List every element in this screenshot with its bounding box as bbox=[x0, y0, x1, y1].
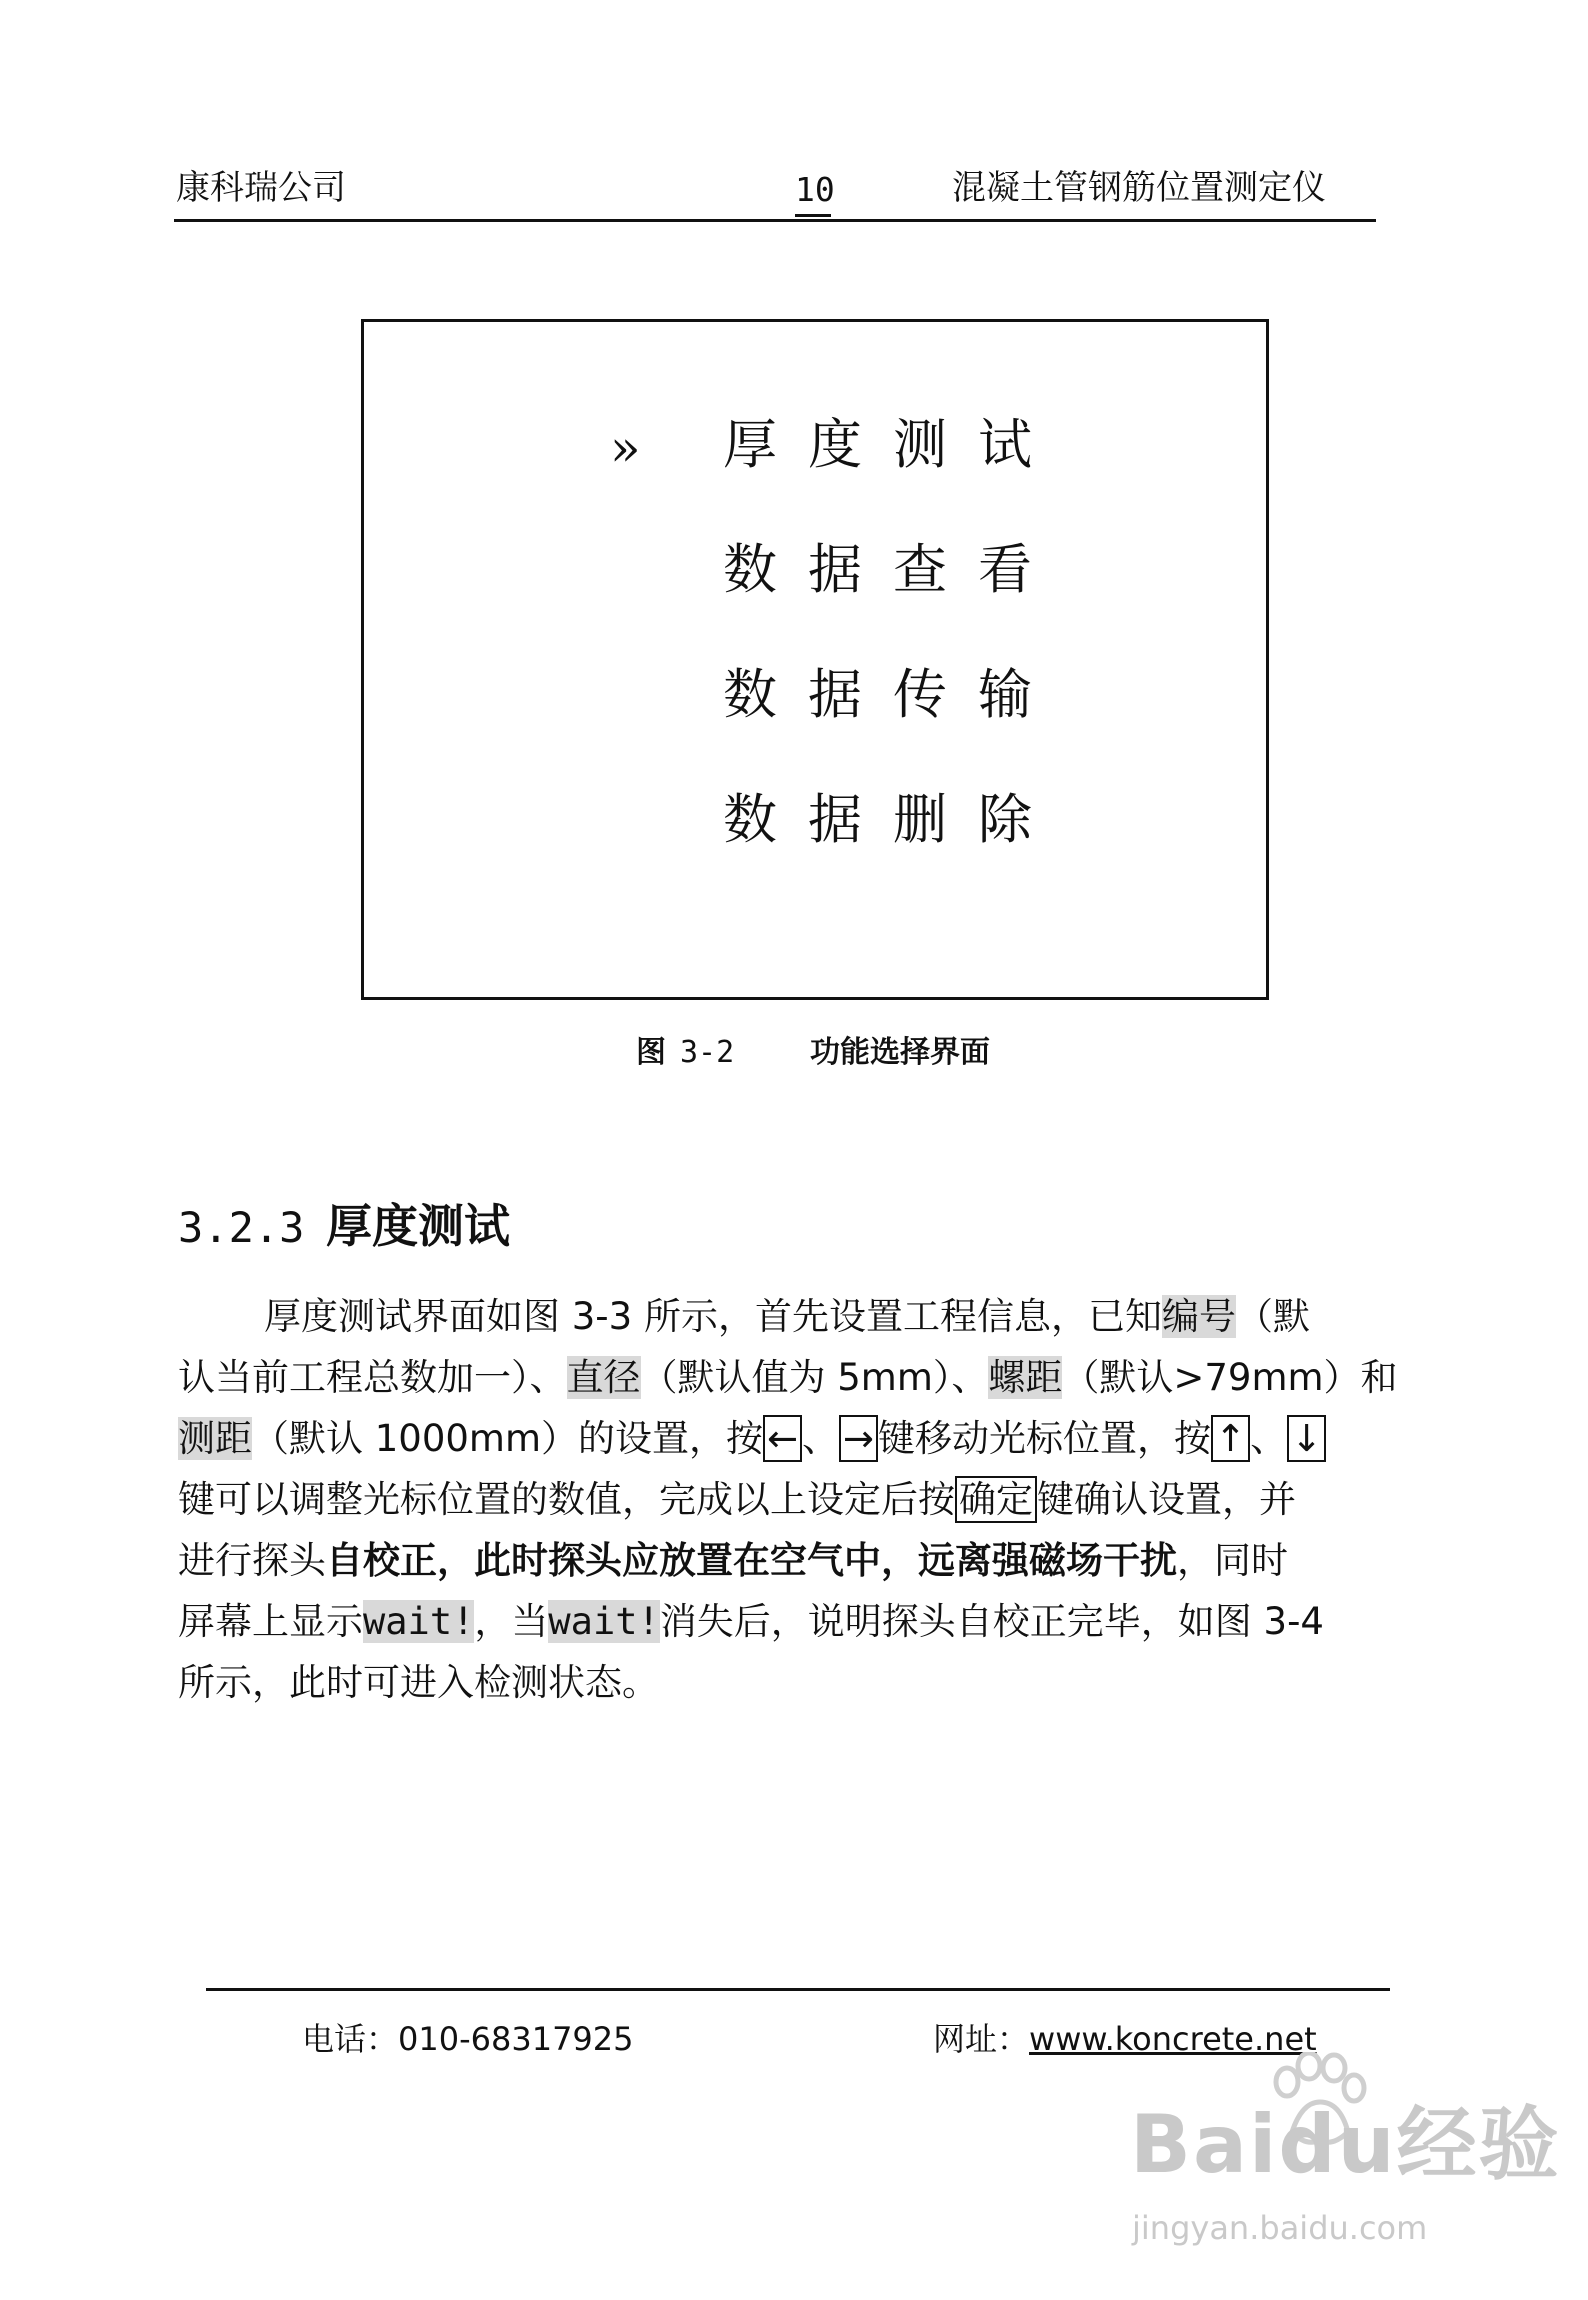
watermark-logo: Baidu经验 bbox=[1130, 2098, 1561, 2191]
highlight-pitch-field: 螺距 bbox=[988, 1356, 1063, 1399]
text-run: 键确认设置，并 bbox=[1037, 1478, 1296, 1521]
text-run: （默认值为 5mm）、 bbox=[640, 1356, 989, 1399]
paragraph-line bbox=[178, 1347, 1443, 1408]
figure-caption-label: 图 bbox=[636, 1035, 666, 1070]
key-right-arrow-icon: → bbox=[839, 1415, 878, 1462]
footer-web-label: 网址： bbox=[933, 2020, 1030, 2058]
text-run: 厚度测试界面如图 3-3 所示，首先设置工程信息，已知 bbox=[264, 1295, 1162, 1338]
menu-item-data-view[interactable]: 数据查看 bbox=[723, 538, 1063, 601]
key-up-arrow-icon: ↑ bbox=[1211, 1415, 1250, 1462]
highlight-distance-field: 测距 bbox=[178, 1417, 252, 1460]
header-company: 康科瑞公司 bbox=[176, 168, 346, 208]
key-left-arrow-icon: ← bbox=[763, 1415, 802, 1462]
paragraph-line bbox=[178, 1408, 1443, 1469]
header-divider bbox=[174, 219, 1376, 222]
text-run: 键移动光标位置，按 bbox=[878, 1417, 1212, 1460]
paragraph-line bbox=[178, 1469, 1443, 1530]
paragraph-line bbox=[178, 1286, 1443, 1347]
text-run: 、 bbox=[802, 1417, 840, 1460]
text-run: ，同时 bbox=[1177, 1539, 1288, 1582]
key-confirm: 确定 bbox=[955, 1476, 1037, 1523]
text-run: 进行探头 bbox=[178, 1539, 326, 1582]
watermark-url: jingyan.baidu.com bbox=[1132, 2209, 1428, 2247]
bold-warning-text: 自校正，此时探头应放置在空气中，远离强磁场干扰 bbox=[326, 1539, 1177, 1582]
text-run: ，当 bbox=[474, 1600, 549, 1643]
footer-divider bbox=[206, 1988, 1390, 1991]
highlight-number-field: 编号 bbox=[1161, 1295, 1236, 1338]
text-run: （默认 1000mm）的设置，按 bbox=[252, 1417, 764, 1460]
header-product: 混凝土管钢筋位置测定仪 bbox=[952, 168, 1326, 208]
figure-caption-text: 功能选择界面 bbox=[810, 1035, 990, 1070]
section-number: 3.2.3 bbox=[178, 1203, 305, 1252]
figure-caption-number: 3-2 bbox=[680, 1035, 735, 1070]
section-title: 厚度测试 bbox=[326, 1199, 510, 1253]
selection-cursor-icon: » bbox=[610, 419, 641, 477]
footer-website bbox=[933, 2018, 1317, 2060]
paragraph-line bbox=[178, 1530, 1443, 1591]
menu-item-thickness-test[interactable]: 厚度测试 bbox=[723, 413, 1063, 476]
paragraph-line bbox=[178, 1591, 1443, 1652]
text-run: 屏幕上显示 bbox=[178, 1600, 363, 1643]
text-run: 键可以调整光标位置的数值，完成以上设定后按 bbox=[178, 1478, 955, 1521]
text-run: 所示，此时可进入检测状态。 bbox=[178, 1661, 659, 1704]
menu-item-data-delete[interactable]: 数据删除 bbox=[723, 788, 1063, 851]
paragraph-line bbox=[178, 1652, 1443, 1713]
text-run: （默认>79mm）和 bbox=[1062, 1356, 1398, 1399]
page-number: 10 bbox=[795, 170, 831, 217]
body-paragraph bbox=[178, 1286, 1443, 1713]
key-down-arrow-icon: ↓ bbox=[1287, 1415, 1326, 1462]
text-run: 、 bbox=[1250, 1417, 1288, 1460]
text-run: 消失后，说明探头自校正完毕，如图 3-4 bbox=[659, 1600, 1324, 1643]
wait-message: wait! bbox=[548, 1600, 660, 1643]
text-run: 认当前工程总数加一）、 bbox=[178, 1356, 567, 1399]
text-run: （默 bbox=[1235, 1295, 1310, 1338]
highlight-diameter-field: 直径 bbox=[566, 1356, 641, 1399]
footer-phone: 电话：010-68317925 bbox=[302, 2020, 634, 2058]
menu-item-data-transfer[interactable]: 数据传输 bbox=[723, 663, 1063, 726]
wait-message: wait! bbox=[363, 1600, 475, 1643]
footer-web-link[interactable]: www.koncrete.net bbox=[1029, 2020, 1317, 2058]
